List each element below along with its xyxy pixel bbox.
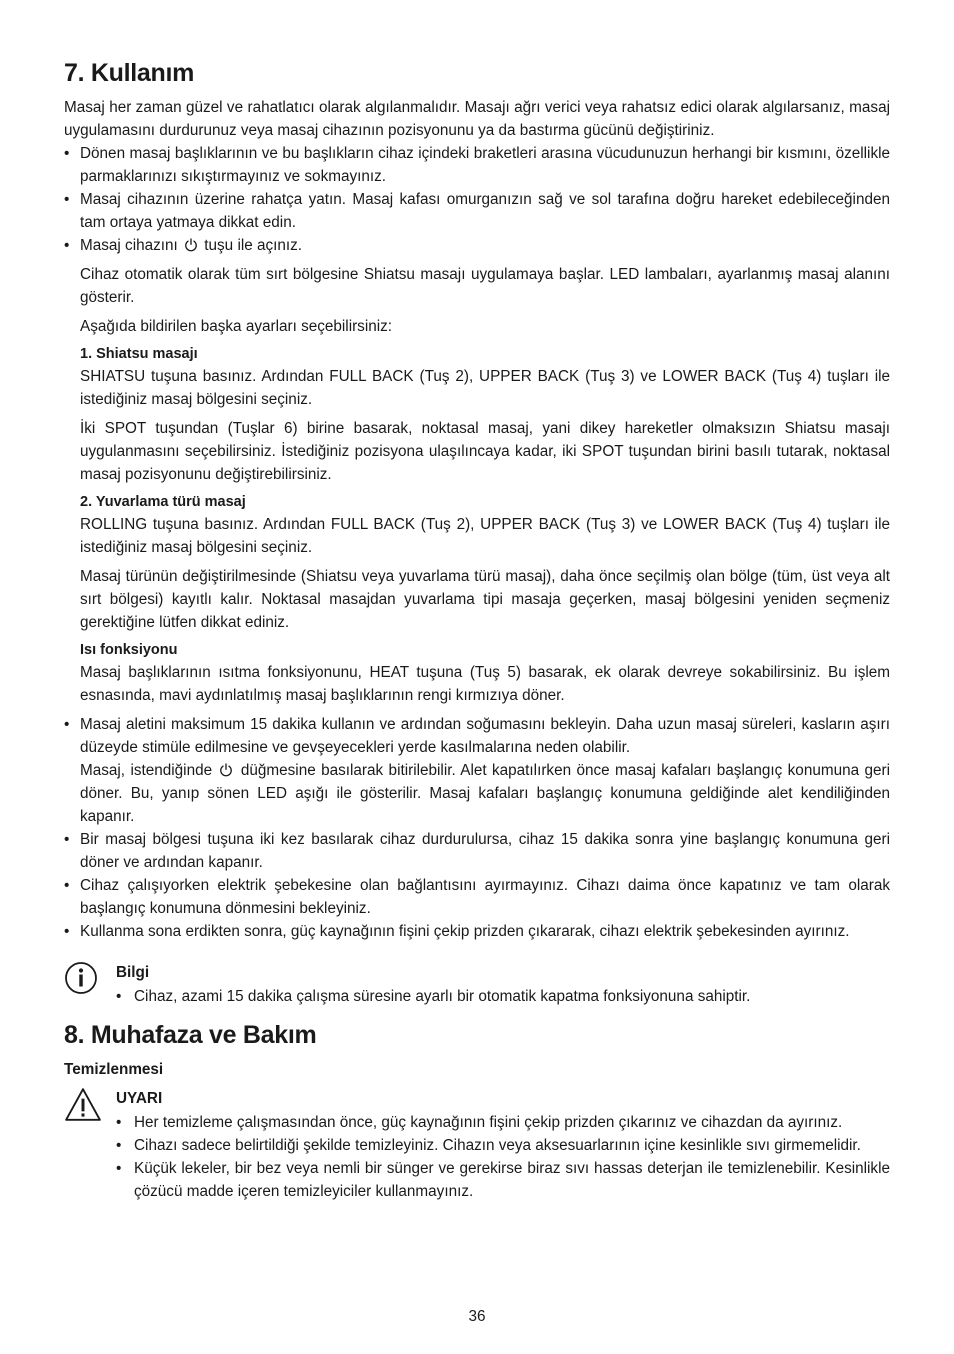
warning-list — [116, 1111, 890, 1203]
cleaning-subtitle: Temizlenmesi — [64, 1061, 164, 1078]
list-item: • Kullanma sona erdikten sonra, güç kaynağının fişini çekip prizden çıkararak, cihazı elektrik şebekesinden ayırınız. — [64, 920, 890, 943]
heat-heading: Isı fonksiyonu — [80, 642, 178, 658]
page-number: 36 — [468, 1308, 486, 1325]
settings-block — [64, 263, 890, 707]
list-item: • Cihazı sadece belirtildiği şekilde temizleyiniz. Cihazın veya aksesuarlarının içine kesinlikle sıvı girmemelidir. — [116, 1134, 890, 1157]
info-icon — [64, 961, 98, 995]
bullet-text: düğmesine basılarak bitirilebilir. Alet kapatılırken önce masaj kafaları başlangıç konumuna geri döner. Bu, yanıp sönen LED aşığı ile gösterilir. Masaj kafaları başlangıç konumuna geldiğinde alet kendiliğinden kapanır. — [80, 762, 890, 825]
usage-list — [64, 142, 890, 257]
rolling-paragraph-2: Masaj türünün değiştirilmesinde (Shiatsu veya yuvarlama türü masaj), daha önce seçilmiş olan bölge (tüm, üst veya alt sırt bölgesi) kayıtlı kalır. Noktasal masajdan yuvarlama tipi masaja geçerken, masaj bölgesini yeniden seçmeniz gerektiğine lütfen dikkat ediniz. — [80, 568, 890, 631]
settings-intro: Aşağıda bildirilen başka ayarları seçebilirsiniz: — [80, 318, 393, 335]
info-title: Bilgi — [116, 964, 150, 981]
bullet-text: Masaj aletini maksimum 15 dakika kullanın ve ardından soğumasını bekleyin. Daha uzun masaj süreleri, kasların aşırı düzeyde stimüle edilmesine ve gevşeyecekleri yerde kasılmalarına neden olabilir. — [80, 716, 890, 756]
heat-paragraph: Masaj başlıklarının ısıtma fonksiyonunu, HEAT tuşuna (Tuş 5) basarak, ek olarak devreye sokabilirsiniz. Bu işlem esnasında, mavi aydınlatılmış masaj başlıklarının rengi kırmızıya döner. — [80, 664, 890, 704]
list-item — [64, 234, 890, 257]
shiatsu-paragraph-1: SHIATSU tuşuna basınız. Ardından FULL BACK (Tuş 2), UPPER BACK (Tuş 3) ve LOWER BACK (Tuş 4) tuşları ile istediğiniz masaj bölgesini seçiniz. — [80, 368, 890, 408]
usage-list-2 — [64, 713, 890, 943]
list-item: • Dönen masaj başlıklarının ve bu başlıkların cihaz içindeki braketleri arasına vücudunuzun herhangi bir kısmını, özellikle parmaklarınızı sıkıştırmayınız ve sokmayınız. — [64, 142, 890, 188]
section-7-title: 7. Kullanım — [64, 59, 195, 87]
document-page — [64, 56, 890, 1203]
section-8-title: 8. Muhafaza ve Bakım — [64, 1021, 317, 1049]
rolling-heading: 2. Yuvarlama türü masaj — [80, 494, 246, 510]
rolling-paragraph-1: ROLLING tuşuna basınız. Ardından FULL BACK (Tuş 2), UPPER BACK (Tuş 3) ve LOWER BACK (Tuş 4) tuşları ile istediğiniz masaj bölgesini seçiniz. — [80, 516, 890, 556]
intro-paragraph: Masaj her zaman güzel ve rahatlatıcı olarak algılanmalıdır. Masajı ağrı verici veya rahatsız edici olarak algılarsanız, masaj uygulamasını durdurunuz veya masaj cihazının pozisyonunu ya da bastırma gücünü değiştiriniz. — [64, 99, 890, 139]
bullet-text: Masaj cihazını — [80, 237, 178, 254]
list-item: • Küçük lekeler, bir bez veya nemli bir sünger ve gerekirse biraz sıvı hassas deterjan ile temizlenebilir. Kesinlikle çözücü madde içeren temizleyiciler kullanmayınız. — [116, 1157, 890, 1203]
warning-icon — [64, 1087, 102, 1123]
bullet-text: tuşu ile açınız. — [204, 237, 303, 254]
shiatsu-heading: 1. Shiatsu masajı — [80, 346, 198, 362]
info-list — [116, 985, 890, 1008]
bullet-text: Masaj, istendiğinde — [80, 762, 213, 779]
list-item — [64, 713, 890, 828]
warning-notice — [64, 1087, 890, 1203]
warning-title: UYARI — [116, 1090, 163, 1107]
list-item: • Bir masaj bölgesi tuşuna iki kez basılarak cihaz durdurulursa, cihaz 15 dakika sonra yine başlangıç konumuna geri döner ve ardından kapanır. — [64, 828, 890, 874]
list-item: • Her temizleme çalışmasından önce, güç kaynağının fişini çekip prizden çıkarınız ve cihazdan da ayırınız. — [116, 1111, 890, 1134]
info-notice — [64, 961, 890, 1008]
shiatsu-paragraph-2: İki SPOT tuşundan (Tuşlar 6) birine basarak, noktasal masaj, yani dikey hareketler olmaksızın Shiatsu masajı uygulanmasını seçebilirsiniz. İstediğiniz pozisyona ulaşılıncaya kadar, iki SPOT tuşundan birini basılı tutarak, noktasal masaj pozisyonunu değiştirebilirsiniz. — [80, 420, 890, 483]
auto-mode-paragraph: Cihaz otomatik olarak tüm sırt bölgesine Shiatsu masajı uygulamaya başlar. LED lambaları, ayarlanmış masaj alanını gösterir. — [80, 266, 890, 306]
list-item: • Cihaz, azami 15 dakika çalışma süresine ayarlı bir otomatik kapatma fonksiyonuna sahiptir. — [116, 985, 890, 1008]
power-icon — [184, 238, 198, 252]
power-icon — [219, 763, 233, 777]
list-item: • Cihaz çalışıyorken elektrik şebekesine olan bağlantısını ayırmayınız. Cihazı daima önce kapatınız ve tam olarak başlangıç konumuna dönmesini bekleyiniz. — [64, 874, 890, 920]
list-item: • Masaj cihazının üzerine rahatça yatın. Masaj kafası omurganızın sağ ve sol tarafına doğru hareket edebileceğinden tam ortaya yatmaya dikkat edin. — [64, 188, 890, 234]
